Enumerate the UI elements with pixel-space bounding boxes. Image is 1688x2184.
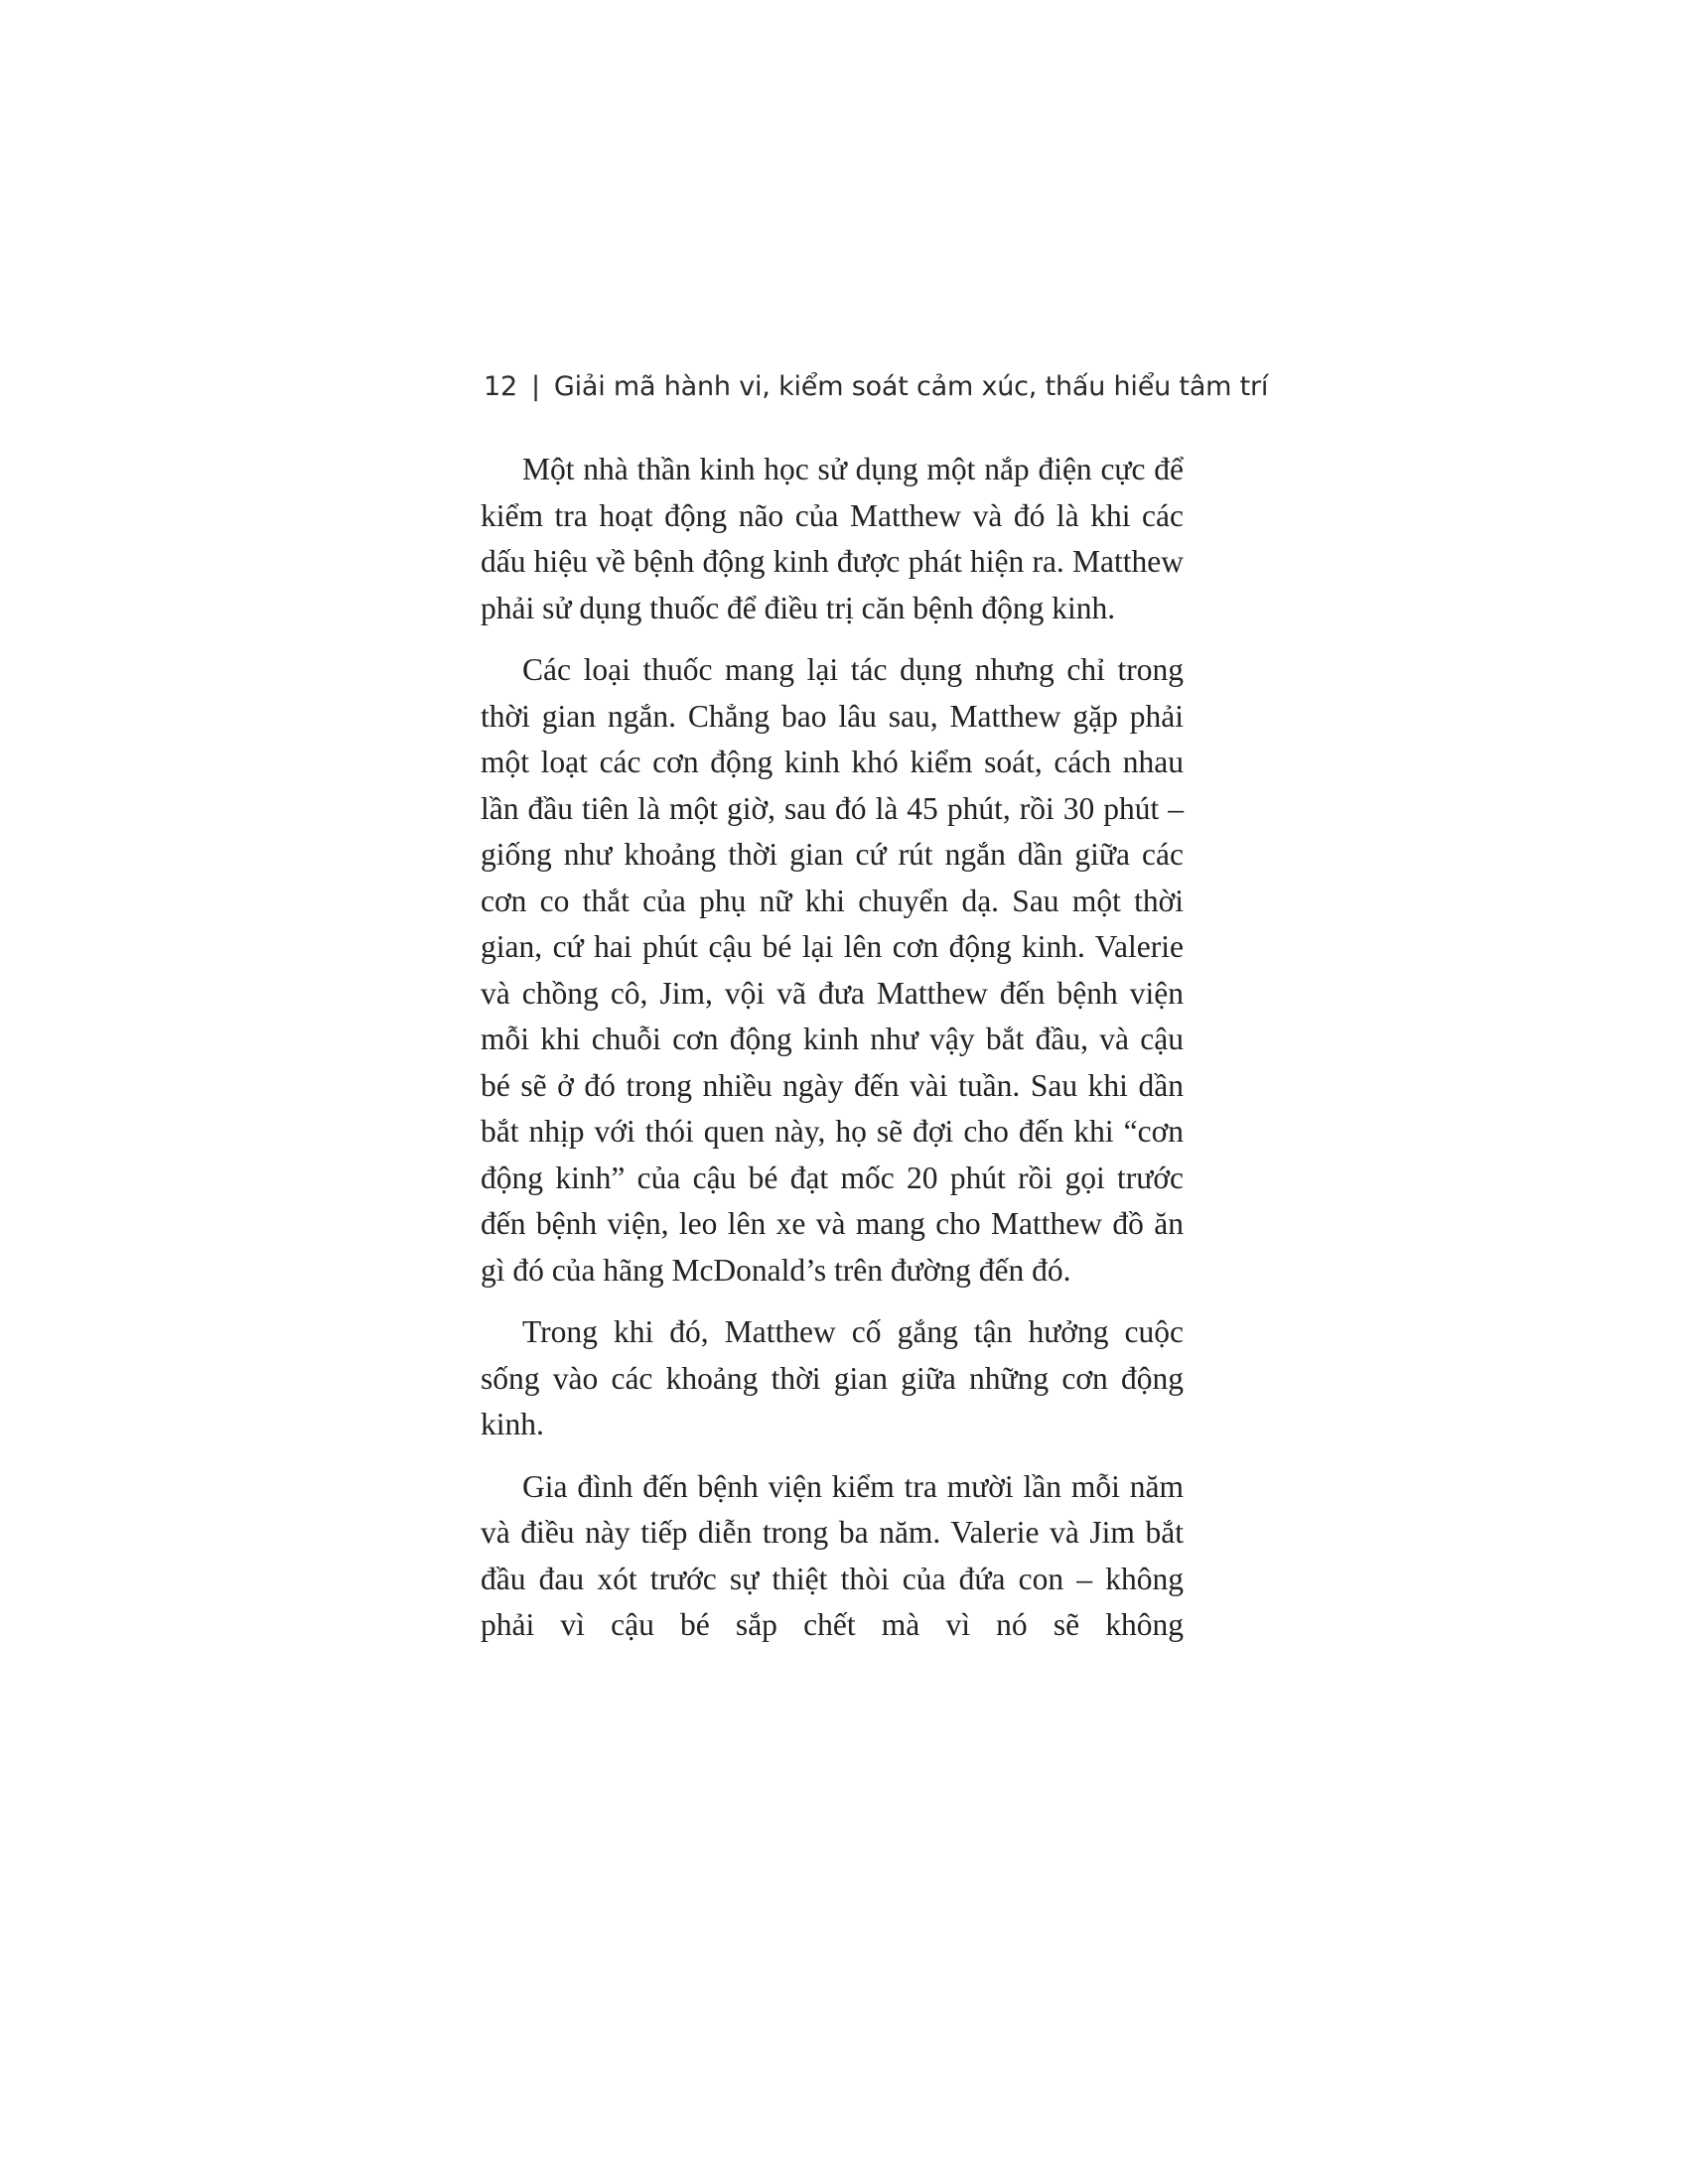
page-number: 12 [484,371,517,402]
paragraph: Gia đình đến bệnh viện kiểm tra mười lần mỗi năm và điều này tiếp diễn trong ba năm. Valerie và Jim bắt đầu đau xót trước sự thiệt thòi của đứa con – không phải vì cậu bé sắp chết mà vì nó sẽ không [481,1468,1184,1642]
body-text [481,447,1184,1665]
paragraph: Một nhà thần kinh học sử dụng một nắp điện cực để kiểm tra hoạt động não của Matthew và đó là khi các dấu hiệu về bệnh động kinh được phát hiện ra. Matthew phải sử dụng thuốc để điều trị căn bệnh động kinh. [481,452,1184,625]
header-separator: | [530,371,540,402]
book-title: Giải mã hành vi, kiểm soát cảm xúc, thấu hiểu tâm trí [553,371,1269,402]
paragraph: Các loại thuốc mang lại tác dụng nhưng chỉ trong thời gian ngắn. Chẳng bao lâu sau, Matthew gặp phải một loạt các cơn động kinh khó kiểm soát, cách nhau lần đầu tiên là một giờ, sau đó là 45 phút, rồi 30 phút – giống như khoảng thời gian cứ rút ngắn dần giữa các cơn co thắt của phụ nữ khi chuyển dạ. Sau một thời gian, cứ hai phút cậu bé lại lên cơn động kinh. Valerie và chồng cô, Jim, vội vã đưa Matthew đến bệnh viện mỗi khi chuỗi cơn động kinh như vậy bắt đầu, và cậu bé sẽ ở đó trong nhiều ngày đến vài tuần. Sau khi dần bắt nhịp với thói quen này, họ sẽ đợi cho đến khi “cơn động kinh” của cậu bé đạt mốc 20 phút rồi gọi trước đến bệnh viện, leo lên xe và mang cho Matthew đồ ăn gì đó của hãng McDonald’s trên đường đến đó. [481,652,1184,1288]
paragraph: Trong khi đó, Matthew cố gắng tận hưởng cuộc sống vào các khoảng thời gian giữa những cơn động kinh. [481,1314,1184,1441]
running-header [484,369,1269,405]
